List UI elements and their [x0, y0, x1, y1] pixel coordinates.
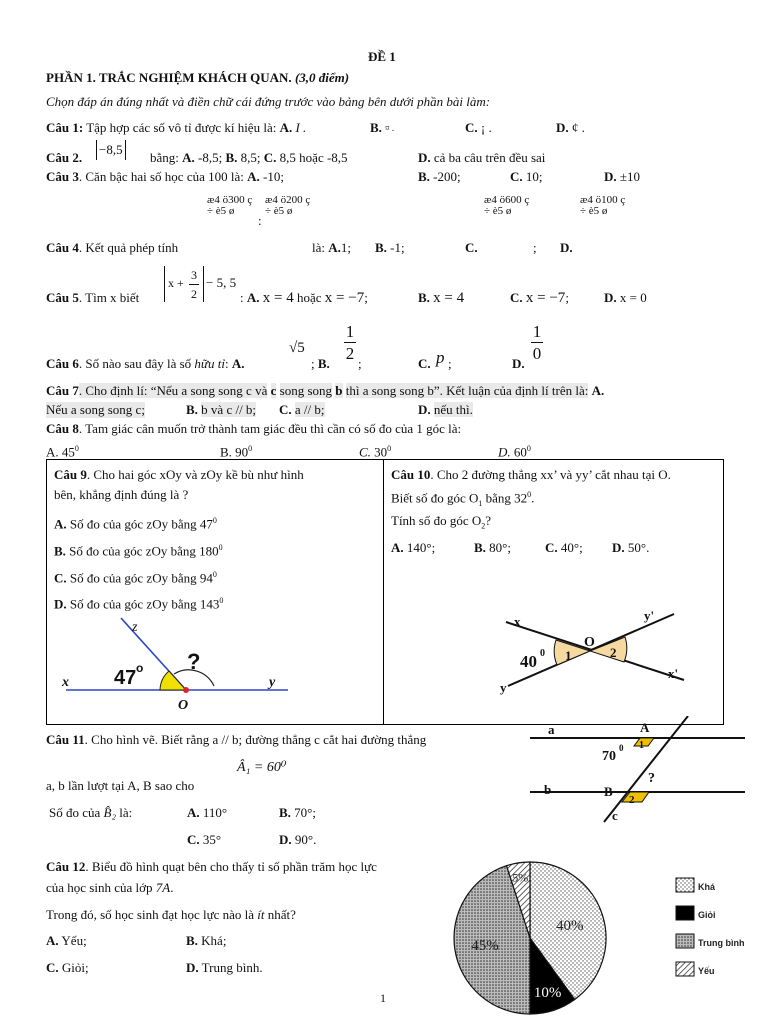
- q6-c: C.: [418, 356, 431, 371]
- q11-text2: a, b lần lượt tại A, B sao cho: [46, 778, 195, 793]
- q6-text: . Số nào sau đây là số: [78, 356, 192, 371]
- q7-c-bold: c: [270, 383, 277, 398]
- q10-deg: 0: [527, 490, 532, 499]
- q11-a-value: 110°: [202, 805, 228, 820]
- q8-d: D.: [498, 444, 511, 460]
- q12-text1: . Biểu đồ hình quạt bên cho thấy tỉ số phần trăm học lực: [85, 859, 377, 874]
- q8-a: A.: [46, 444, 59, 460]
- q7-d-value: nếu thì.: [433, 402, 473, 417]
- q2-c-value: 8,5 hoặc -8,5: [279, 150, 348, 165]
- q1-c: C.: [465, 120, 478, 135]
- q10-text3b: ?: [485, 513, 492, 528]
- q3-c: C.: [510, 169, 523, 184]
- q11-label-1: 1: [639, 740, 644, 751]
- q11-angle-1: [634, 738, 654, 746]
- q11-c-value: 35°: [202, 832, 222, 847]
- q9-b-deg: 0: [218, 543, 223, 552]
- q4-label: Câu 4: [46, 240, 79, 255]
- q9-b-value: Số đo của góc zOy bằng 180: [69, 543, 219, 559]
- q9-d-value: Số đo của góc zOy bằng 143: [69, 596, 220, 612]
- q12-label: Câu 12: [46, 859, 86, 874]
- q2-b-value: 8,5;: [240, 150, 261, 165]
- q9-a-value: Số đo của góc zOy bằng 47: [69, 516, 213, 532]
- q11-condition: Â₁ = 60⁰: [237, 760, 287, 775]
- page-title: ĐỀ 1: [368, 49, 396, 64]
- legend-swatch-1: [676, 906, 694, 920]
- q12-a-value: Yếu;: [61, 933, 87, 948]
- q4-after: là:: [312, 240, 325, 255]
- legend-swatch-2: [676, 934, 694, 948]
- q11-b: B.: [279, 805, 291, 820]
- q2-d: D.: [418, 150, 431, 165]
- q10-label-y2: y': [644, 608, 655, 623]
- q9-d-deg: 0: [219, 596, 224, 605]
- q10-text2b: bằng 32: [485, 490, 528, 506]
- q4-b-value: -1;: [390, 240, 405, 255]
- q5-b-value: x = 4: [433, 290, 465, 306]
- q4-power-c: æ4 ö600 ç ÷ è5 ø: [484, 194, 530, 217]
- q10-line-yy: [508, 614, 674, 686]
- q3-text: . Căn bậc hai số học của 100 là:: [78, 169, 244, 184]
- q5-a: A.: [246, 290, 260, 305]
- q10-d-value: 50°.: [627, 540, 650, 555]
- q7-a: A.: [591, 383, 605, 398]
- q6-a-value: √5: [289, 340, 305, 356]
- q5-abs-expr: [164, 266, 204, 302]
- q10-label-y: y: [500, 680, 507, 695]
- q3-b-value: -200;: [433, 169, 461, 184]
- q10-figure: [494, 606, 694, 702]
- q12-text3a: Trong đó, số học sinh đạt học lực nào là: [46, 907, 255, 922]
- q4-colon: :: [258, 213, 262, 228]
- q3-label: Câu 3: [46, 169, 79, 184]
- q2-d-value: cả ba câu trên đều sai: [433, 150, 546, 165]
- q1-a-symbol: I .: [295, 120, 307, 135]
- q2-label: Câu 2.: [46, 150, 83, 165]
- part-heading-text: PHẦN 1. TRẮC NGHIỆM KHÁCH QUAN.: [46, 70, 292, 85]
- q5-label: Câu 5: [46, 290, 79, 305]
- legend-label-3: Yếu: [698, 966, 715, 976]
- q9-label-y: y: [269, 675, 276, 690]
- table-divider: [383, 459, 384, 724]
- q12-pie-chart: [450, 852, 760, 1022]
- q12-b-value: Khá;: [201, 933, 227, 948]
- q9-d: D.: [54, 596, 67, 612]
- q1-c-symbol: ¡ .: [480, 120, 492, 135]
- q5-b: B.: [418, 290, 430, 305]
- q4-c: C.: [465, 240, 478, 255]
- q9-c-value: Số đo của góc zOy bằng 94: [69, 570, 213, 586]
- q11-text3b: là:: [119, 805, 133, 820]
- q6-d-fraction: [531, 322, 543, 363]
- q5-c-value: x = −7: [525, 290, 566, 306]
- q9-a: A.: [54, 516, 67, 532]
- q11-c: C.: [187, 832, 200, 847]
- q4-power-d: æ4 ö100 ç ÷ è5 ø: [580, 194, 626, 217]
- q9-label: Câu 9: [54, 467, 87, 482]
- q9-angle-label: 47: [114, 667, 137, 689]
- q9-question-mark: ?: [187, 649, 201, 674]
- q2-abs-value: −8,5: [96, 140, 126, 160]
- q1-b-symbol: ¤ .: [385, 123, 395, 133]
- q5-fraction: [189, 267, 199, 302]
- q11-b2: B̂₂: [103, 805, 116, 820]
- q10-b: B.: [474, 540, 486, 555]
- q5-text: . Tìm x biết: [78, 290, 140, 305]
- q12-a: A.: [46, 933, 59, 948]
- q10-dot: .: [531, 490, 535, 506]
- q9-c-deg: 0: [212, 570, 217, 579]
- q8-c: C.: [359, 444, 371, 460]
- q5-den: 2: [191, 287, 197, 301]
- q4-text: . Kết quả phép tính: [78, 240, 179, 255]
- q9-a-deg: 0: [212, 516, 217, 525]
- q7-text3: thì a song song b”. Kết luận của định lí trên là:: [345, 383, 589, 398]
- q8-d-value: 60: [513, 444, 527, 460]
- q7-c: C.: [279, 402, 292, 417]
- q3-d: D.: [604, 169, 617, 184]
- q8-text: . Tam giác cân muốn trở thành tam giác đều thì cần có số đo của 1 góc là:: [78, 421, 462, 436]
- legend-label-1: Giỏi: [698, 910, 716, 920]
- q10-label: Câu 10: [391, 467, 431, 482]
- q10-sub2: 2: [481, 521, 486, 531]
- q11-angle-label: 70: [602, 749, 616, 764]
- q7-text1: . Cho định lí: “Nếu a song song c và: [78, 383, 268, 398]
- q10-label-2: 2: [610, 645, 617, 660]
- q4-a-value: 1;: [340, 240, 352, 255]
- q12-d-value: Trung bình.: [201, 960, 263, 975]
- q11-text1: . Cho hình vẽ. Biết rằng a // b; đường thẳng c cắt hai đường thẳng: [84, 732, 427, 747]
- q5-a-value2: x = −7: [324, 290, 365, 306]
- legend-swatch-3: [676, 962, 694, 976]
- q7-label: Câu 7: [46, 383, 79, 398]
- q10-text3a: Tính số đo góc O: [391, 513, 482, 528]
- q11-text3: Số đo của: [49, 805, 101, 820]
- q6-d: D.: [512, 356, 525, 371]
- part-points: (3,0 điểm): [294, 70, 350, 85]
- q9-angle-47: [160, 671, 186, 690]
- q6-d-num: 1: [532, 322, 542, 341]
- q2-c: C.: [263, 150, 277, 165]
- q1-label: Câu 1:: [46, 120, 84, 135]
- q8-b-value: 90: [235, 444, 249, 460]
- q5-num: 3: [191, 268, 197, 282]
- q12-dot: .: [170, 880, 174, 895]
- q11-d: D.: [279, 832, 292, 847]
- q6-label: Câu 6: [46, 356, 79, 371]
- q11-d-value: 90°.: [294, 832, 317, 847]
- q12-class: 7A: [155, 880, 171, 895]
- q4-power-2: æ4 ö200 ç ÷ è5 ø: [265, 194, 311, 217]
- q4-a: A.: [328, 240, 341, 255]
- q10-d: D.: [612, 540, 625, 555]
- q1-text: Tập hợp các số vô tỉ được kí hiệu là:: [86, 120, 277, 135]
- q9-figure: [56, 614, 296, 718]
- q6-b-den: 2: [345, 344, 355, 363]
- q11-label-b: b: [544, 782, 552, 797]
- q7-text2: song song: [279, 383, 333, 398]
- q7-d: D.: [418, 402, 431, 417]
- question-1: [46, 120, 306, 136]
- q10-label-o: O: [584, 635, 595, 650]
- q6-b: B.: [317, 356, 330, 371]
- q11-figure: [530, 716, 750, 826]
- q1-a: A.: [279, 120, 293, 135]
- q3-a-value: -10;: [263, 169, 284, 184]
- legend-swatch-0: [676, 878, 694, 892]
- q8-a-value: 45: [61, 444, 75, 460]
- q9-c: C.: [54, 570, 67, 586]
- q4-d: D.: [560, 240, 573, 255]
- q7-c-value: a // b;: [294, 402, 325, 417]
- q10-text2a: Biết số đo góc O: [391, 490, 479, 506]
- q5-d: D.: [604, 290, 617, 305]
- q11-label-2: 2: [629, 794, 635, 806]
- q3-b: B.: [418, 169, 430, 184]
- q12-d: D.: [186, 960, 199, 975]
- q11-a: A.: [187, 805, 200, 820]
- q6-b-fraction: [344, 322, 356, 363]
- q9-label-o: O: [178, 698, 189, 713]
- q2-text: bằng:: [150, 150, 179, 165]
- q10-text1: . Cho 2 đường thẳng xx’ và yy’ cắt nhau tại O.: [430, 467, 671, 482]
- part-heading: [46, 70, 349, 86]
- q10-label-x: x: [514, 614, 521, 629]
- q2-a: A.: [182, 150, 195, 165]
- q10-angle-2: [590, 637, 627, 662]
- q6-b-num: 1: [345, 322, 355, 341]
- q12-c-value: Giỏi;: [61, 960, 89, 975]
- q4-power-1: æ4 ö300 ç ÷ è5 ø: [207, 194, 253, 217]
- q10-angle-label: 40: [520, 652, 537, 671]
- svg-text:o: o: [136, 661, 144, 675]
- q9-text1: . Cho hai góc xOy và zOy kề bù như hình: [86, 467, 304, 482]
- q8-b-deg: 0: [248, 444, 253, 453]
- q10-b-value: 80°;: [489, 540, 511, 555]
- q11-label-a: a: [548, 722, 555, 737]
- q9-b: B.: [54, 543, 66, 559]
- q2-a-value: -8,5;: [198, 150, 223, 165]
- q7-b-bold: b: [335, 383, 343, 398]
- q5-a-value: x = 4: [262, 290, 294, 306]
- q11-b-value: 70°;: [294, 805, 316, 820]
- q9-text2: bên, khẳng định đúng là ?: [54, 487, 189, 502]
- q8-a-deg: 0: [74, 444, 79, 453]
- legend-label-2: Trung bình: [698, 938, 745, 948]
- q10-sub1: 1: [478, 498, 483, 508]
- q10-c: C.: [545, 540, 558, 555]
- q8-label: Câu 8: [46, 421, 79, 436]
- q12-c: C.: [46, 960, 59, 975]
- pie-label-3: 5%: [512, 870, 529, 885]
- q11-angle-deg: 0: [619, 743, 624, 753]
- q5-or: hoặc: [296, 290, 322, 305]
- q3-a: A.: [247, 169, 260, 184]
- legend-label-0: Khá: [698, 882, 716, 892]
- q9-label-z: z: [132, 620, 138, 635]
- q3-d-value: ±10: [619, 169, 641, 184]
- q10-label-x2: x': [668, 666, 679, 681]
- q1-b: B.: [370, 120, 382, 135]
- q12-least: ít: [257, 907, 265, 922]
- q1-d: D.: [556, 120, 569, 135]
- pie-label-2: 45%: [471, 938, 499, 955]
- q10-c-value: 40°;: [560, 540, 583, 555]
- q12-text3b: nhất?: [267, 907, 296, 922]
- q4-b: B.: [375, 240, 387, 255]
- q5-c: C.: [510, 290, 523, 305]
- q7-a-value: Nếu a song song c;: [46, 402, 145, 417]
- q5-d-value: x = 0: [619, 290, 647, 305]
- q7-b-value: b và c // b;: [201, 402, 257, 417]
- q8-b: B.: [220, 444, 232, 460]
- q8-d-deg: 0: [526, 444, 531, 453]
- page-number: 1: [380, 991, 386, 1005]
- q5-rhs: − 5, 5: [206, 275, 237, 290]
- q10-a: A.: [391, 540, 404, 555]
- q5-abs-x: x +: [168, 276, 184, 290]
- pie-label-1: 10%: [533, 985, 562, 1002]
- instruction: Chọn đáp án đúng nhất và điền chữ cái đứng trước vào bảng bên dưới phần bài làm:: [46, 94, 491, 109]
- q10-a-value: 140°;: [406, 540, 436, 555]
- q4-semicolon: ;: [533, 240, 537, 255]
- q6-a: A.: [231, 356, 245, 371]
- q1-d-symbol: ¢ .: [571, 120, 585, 135]
- q11-label: Câu 11: [46, 732, 85, 747]
- q10-label-1: 1: [565, 648, 572, 663]
- q6-d-den: 0: [532, 344, 542, 363]
- q12-text2: của học sinh của lớp: [46, 880, 153, 895]
- q8-c-deg: 0: [387, 444, 392, 453]
- q11-question-mark: ?: [648, 771, 655, 786]
- q9-label-x: x: [62, 675, 69, 690]
- q9-point-o: [183, 687, 189, 693]
- q8-c-value: 30: [374, 444, 388, 460]
- q5-colon: :: [240, 290, 244, 305]
- q12-b: B.: [186, 933, 198, 948]
- q6-c-value: p: [436, 348, 445, 367]
- q11-label-c: c: [612, 808, 618, 823]
- q7-b: B.: [186, 402, 198, 417]
- pie-label-0: 40%: [556, 918, 584, 935]
- q3-c-value: 10;: [525, 169, 543, 184]
- q11-label-B: B: [604, 784, 613, 799]
- q2-b: B.: [225, 150, 238, 165]
- q11-label-A: A: [640, 720, 650, 735]
- q6-rational: hữu tỉ: [194, 356, 225, 371]
- q10-angle-deg: 0: [540, 648, 545, 659]
